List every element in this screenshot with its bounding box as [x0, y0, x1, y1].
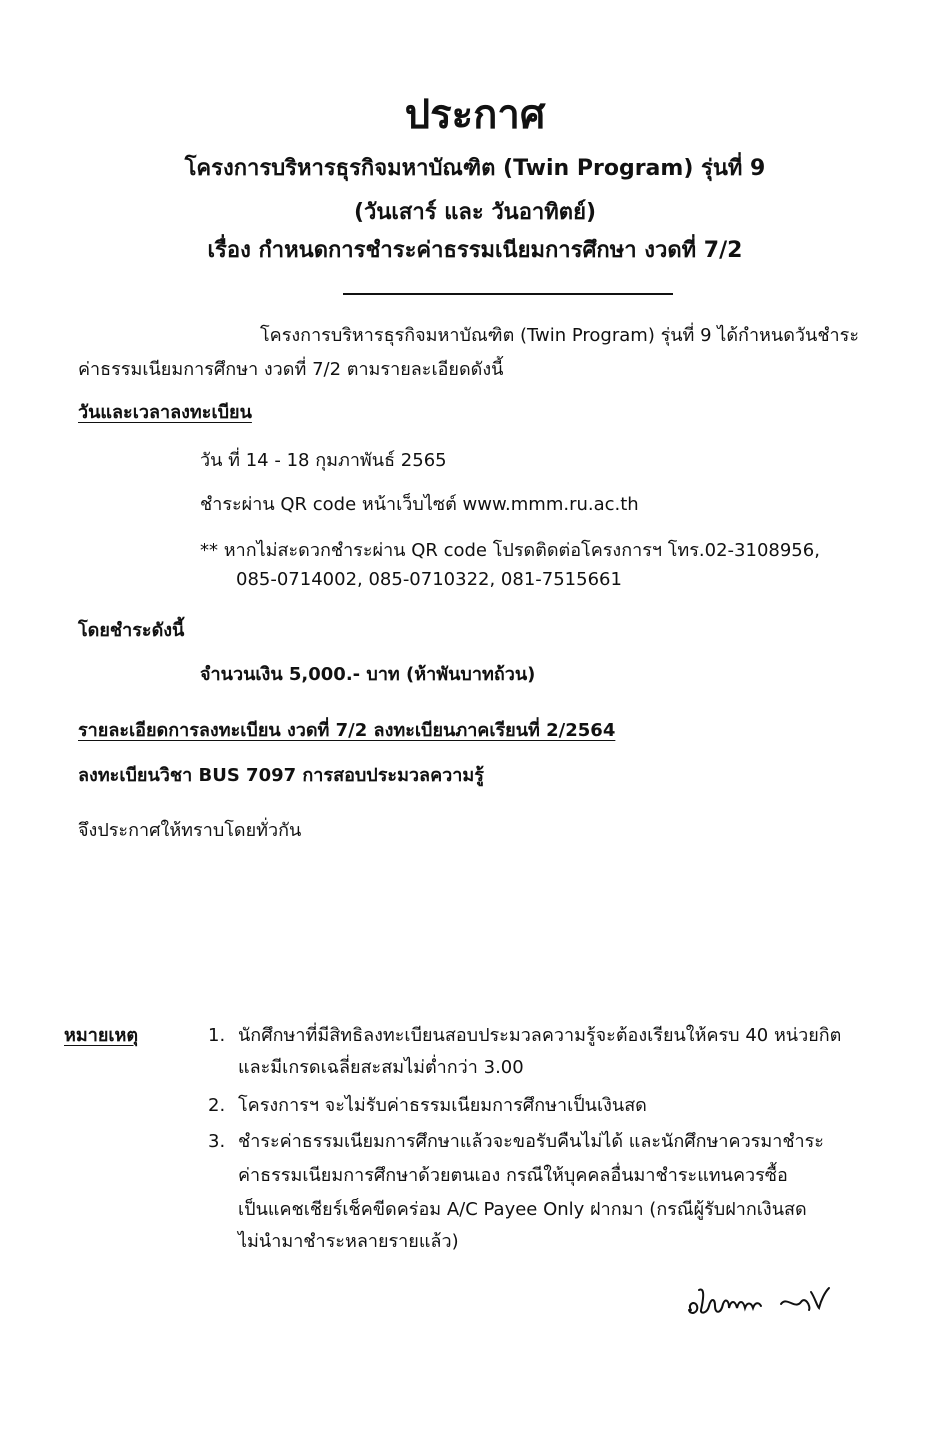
announcement-title: ประกาศ: [404, 92, 546, 138]
remark-number: 3.: [208, 1131, 226, 1152]
program-name: โครงการบริหารธุรกิจมหาบัณฑิต (Twin Program) รุ่นที่ 9: [184, 156, 766, 181]
intro-line-2: ค่าธรรมเนียมการศึกษา งวดที่ 7/2 ตามรายละเอียดดังนี้: [78, 359, 504, 380]
registration-date: วัน ที่ 14 - 18 กุมภาพันธ์ 2565: [200, 450, 447, 471]
contact-note-line-2: 085-0714002, 085-0710322, 081-7515661: [236, 569, 622, 590]
remarks-label: หมายเหตุ: [64, 1025, 139, 1046]
payment-amount: จำนวนเงิน 5,000.- บาท (ห้าพันบาทถ้วน): [200, 664, 536, 685]
contact-note-line-1: ** หากไม่สะดวกชำระผ่าน QR code โปรดติดต่อโครงการฯ โทร.02-3108956,: [200, 540, 820, 561]
intro-line-1: โครงการบริหารธุรกิจมหาบัณฑิต (Twin Program) รุ่นที่ 9 ได้กำหนดวันชำระ: [260, 325, 859, 346]
remark-item-2: [208, 1090, 647, 1119]
details-heading: รายละเอียดการลงทะเบียน งวดที่ 7/2 ลงทะเบียนภาคเรียนที่ 2/2564: [78, 720, 616, 741]
closing-statement: จึงประกาศให้ทราบโดยทั่วกัน: [78, 820, 302, 841]
signature-icon: [685, 1280, 835, 1325]
payment-method: ชำระผ่าน QR code หน้าเว็บไซต์ www.mmm.ru.ac.th: [200, 494, 639, 515]
remark-item-3-line-4: ไม่นำมาชำระหลายรายแล้ว): [238, 1231, 459, 1252]
remark-item-3: [208, 1126, 824, 1155]
subject-line: เรื่อง กำหนดการชำระค่าธรรมเนียมการศึกษา งวดที่ 7/2: [207, 238, 743, 263]
remark-text: ชำระค่าธรรมเนียมการศึกษาแล้วจะขอรับคืนไม่ได้ และนักศึกษาควรมาชำระ: [238, 1131, 824, 1152]
remark-item-1: [208, 1020, 841, 1049]
schedule-days: (วันเสาร์ และ วันอาทิตย์): [353, 200, 597, 225]
remark-text: โครงการฯ จะไม่รับค่าธรรมเนียมการศึกษาเป็นเงินสด: [238, 1095, 647, 1116]
remark-number: 2.: [208, 1095, 226, 1116]
remark-item-3-line-3: เป็นแคชเชียร์เช็คขีดคร่อม A/C Payee Only ฝากมา (กรณีผู้รับฝากเงินสด: [238, 1199, 807, 1220]
course-registration: ลงทะเบียนวิชา BUS 7097 การสอบประมวลความรู้: [78, 765, 484, 786]
title-divider: [343, 293, 673, 295]
remark-item-1-line-2: และมีเกรดเฉลี่ยสะสมไม่ต่ำกว่า 3.00: [238, 1057, 524, 1078]
payment-heading: โดยชำระดังนี้: [78, 620, 185, 641]
remark-number: 1.: [208, 1025, 226, 1046]
remark-text: นักศึกษาที่มีสิทธิลงทะเบียนสอบประมวลความรู้จะต้องเรียนให้ครบ 40 หน่วยกิต: [238, 1025, 842, 1046]
remark-item-3-line-2: ค่าธรรมเนียมการศึกษาด้วยตนเอง กรณีให้บุคคลอื่นมาชำระแทนควรซื้อ: [238, 1165, 788, 1186]
registration-heading: วันและเวลาลงทะเบียน: [78, 402, 252, 423]
